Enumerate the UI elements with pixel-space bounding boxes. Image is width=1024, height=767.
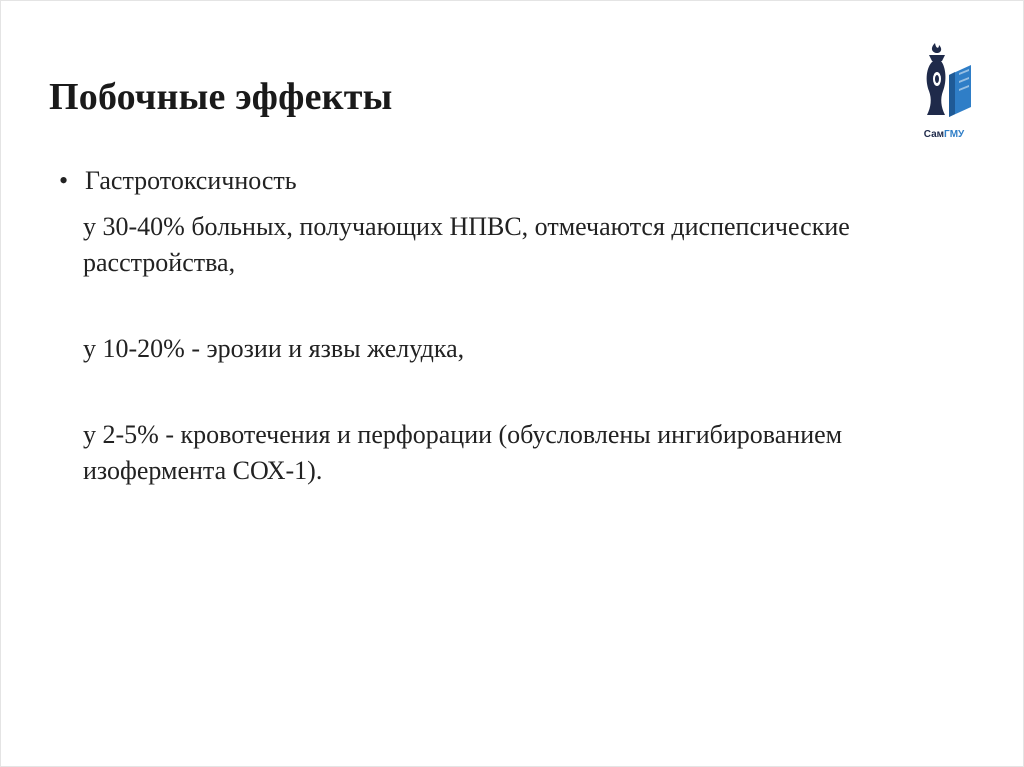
slide-content (59, 163, 959, 489)
page-title: Побочные эффекты (49, 76, 393, 118)
logo-caption-part2: ГМУ (944, 129, 965, 140)
bullet-marker: • (59, 166, 69, 195)
paragraph-30-40: у 30-40% больных, получающих НПВС, отмечаются диспепсические расстройства, (83, 212, 850, 277)
logo-caption-part1: Сам (923, 129, 945, 140)
paragraph-2-5: у 2-5% - кровотечения и перфорации (обусловлены ингибированием изофермента СОХ-1). (83, 420, 843, 485)
paragraph-10-20: у 10-20% - эрозии и язвы желудка, (83, 334, 465, 363)
bullet-item (59, 163, 959, 199)
logo-caption (909, 129, 979, 140)
university-logo (909, 41, 979, 151)
bullet-heading: Гастротоксичность (85, 166, 297, 195)
samgmu-logo-icon (909, 41, 979, 127)
